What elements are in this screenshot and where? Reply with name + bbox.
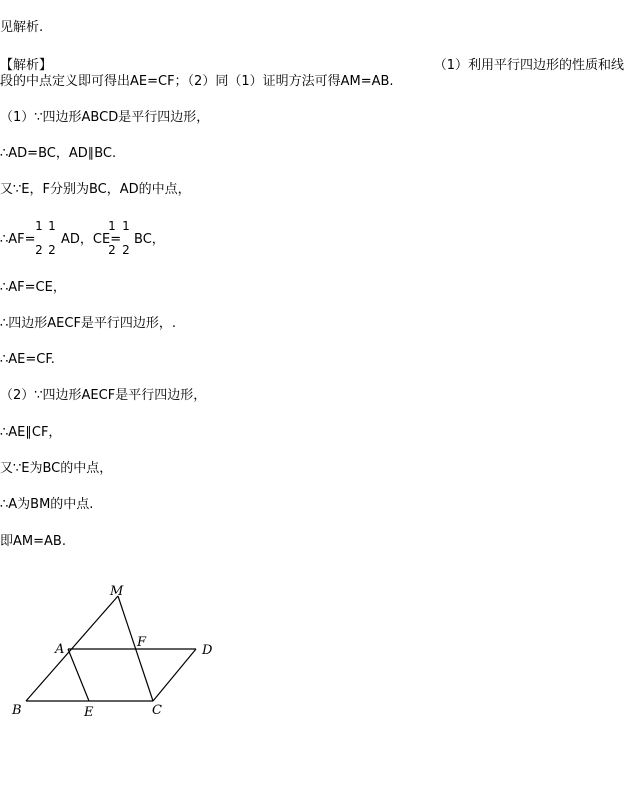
geometry-figure bbox=[0, 575, 240, 725]
proof-line-6: ∴四边形AECF是平行四边形，. bbox=[0, 316, 177, 331]
proof-line-8: （2）∵四边形AECF是平行四边形， bbox=[0, 388, 207, 403]
fraction-4-numerator: 1 bbox=[122, 219, 130, 233]
proof-line-4-part-a: ∴AF= bbox=[0, 232, 36, 247]
proof-line-9: ∴AE∥CF， bbox=[0, 425, 62, 440]
segment-ae bbox=[68, 649, 89, 701]
fraction-2-numerator: 1 bbox=[48, 219, 56, 233]
analysis-heading: 【解析】 bbox=[0, 58, 53, 73]
proof-line-7: ∴AE=CF. bbox=[0, 352, 55, 367]
proof-line-3: 又∵E，F分别为BC，AD的中点， bbox=[0, 182, 191, 197]
proof-line-5: ∴AF=CE， bbox=[0, 280, 66, 295]
proof-line-11: ∴A为BM的中点. bbox=[0, 497, 94, 512]
fraction-3-numerator: 1 bbox=[108, 219, 116, 233]
proof-line-4-part-b: AD，CE= bbox=[61, 232, 122, 247]
label-m: M bbox=[110, 584, 124, 599]
fraction-2-denominator: 2 bbox=[48, 243, 56, 257]
label-d: D bbox=[202, 643, 213, 658]
fraction-1-numerator: 1 bbox=[35, 219, 43, 233]
label-e: E bbox=[84, 705, 94, 720]
analysis-hint-line-2: 段的中点定义即可得出AE=CF；（2）同（1）证明方法可得AM=AB. bbox=[0, 74, 394, 89]
answer-line: 见解析. bbox=[0, 20, 44, 35]
segment-cd bbox=[153, 649, 196, 701]
label-b: B bbox=[12, 703, 22, 718]
proof-line-1: （1）∵四边形ABCD是平行四边形， bbox=[0, 110, 210, 125]
analysis-hint-line-1: （1）利用平行四边形的性质和线 bbox=[433, 58, 624, 73]
label-a: A bbox=[55, 642, 65, 657]
fraction-1-denominator: 2 bbox=[35, 243, 43, 257]
proof-line-2: ∴AD=BC，AD∥BC. bbox=[0, 146, 117, 161]
label-c: C bbox=[152, 703, 162, 718]
fraction-3-denominator: 2 bbox=[108, 243, 116, 257]
proof-line-4-part-c: BC， bbox=[134, 232, 165, 247]
label-f: F bbox=[137, 635, 147, 650]
proof-line-12: 即AM=AB. bbox=[0, 534, 66, 549]
proof-line-10: 又∵E为BC的中点， bbox=[0, 461, 113, 476]
fraction-4-denominator: 2 bbox=[122, 243, 130, 257]
